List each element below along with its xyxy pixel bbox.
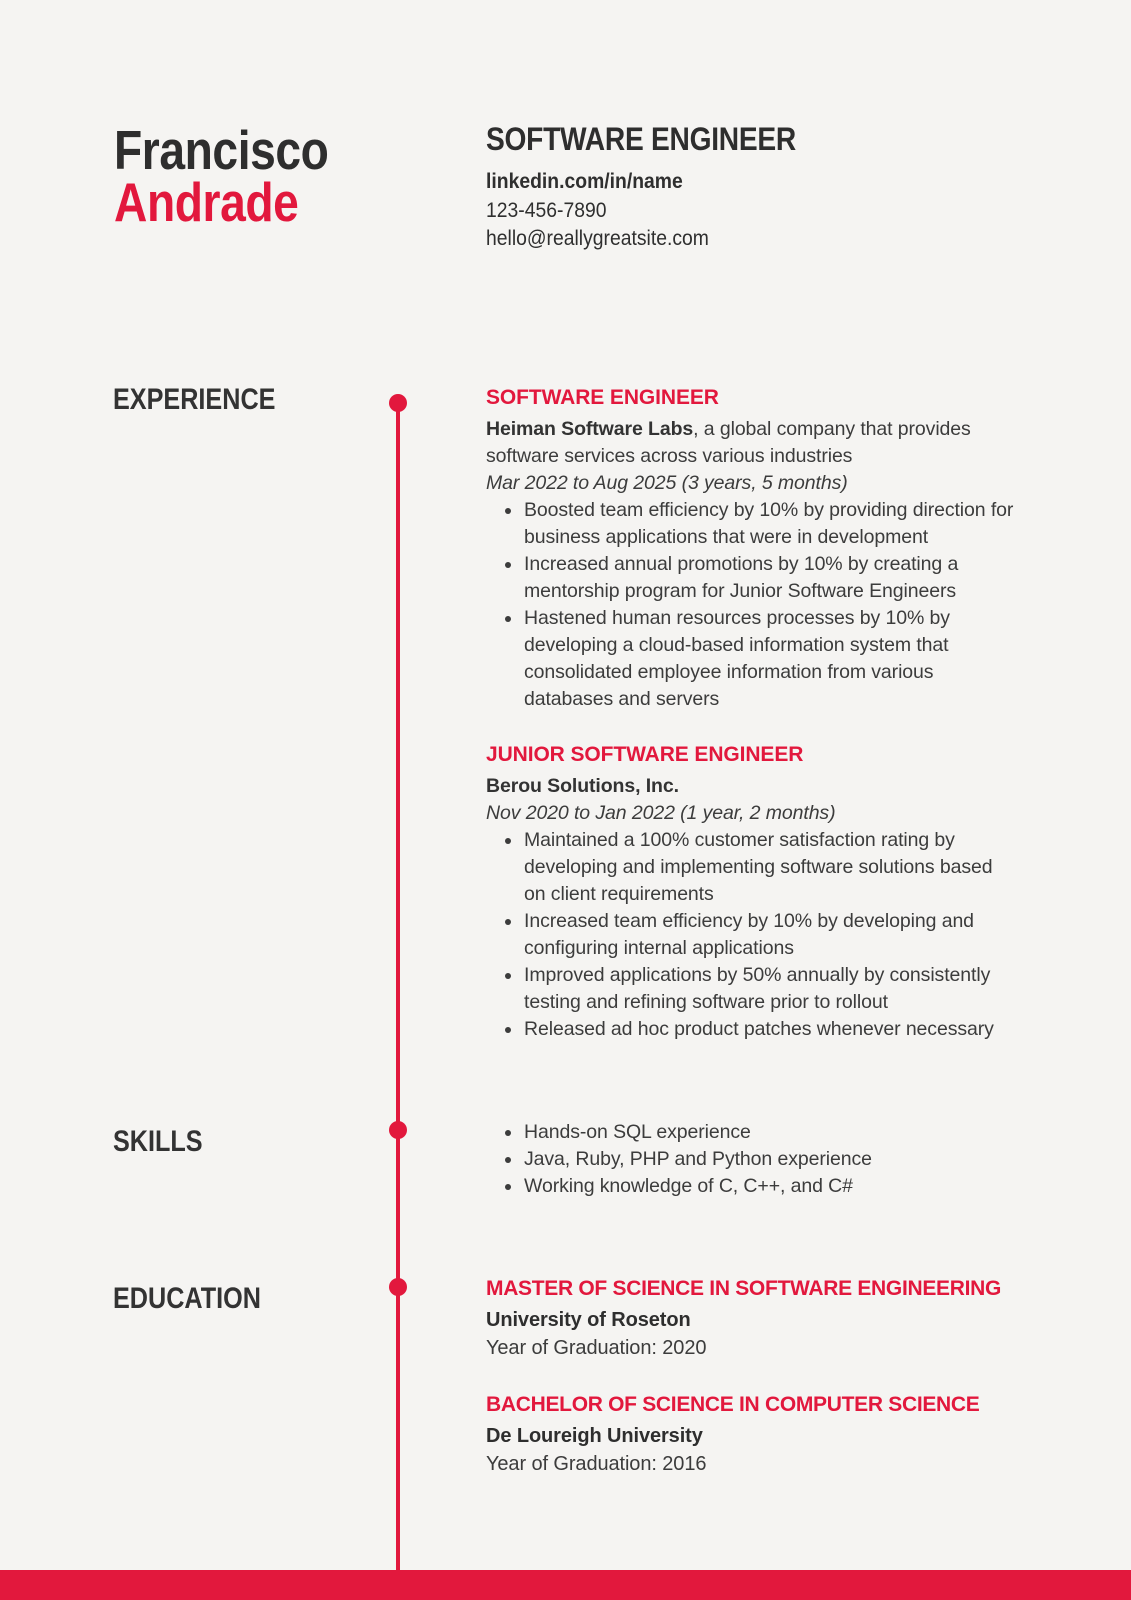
email-address: hello@reallygreatsite.com	[486, 226, 709, 250]
job-bullet: • Hastened human resources processes by 10% by developing a cloud-based information system that consolidated employee information from various databases and servers	[523, 605, 1014, 713]
skills-bullet-list	[486, 1119, 1014, 1200]
section-label-experience: EXPERIENCE	[113, 383, 276, 416]
degree-year: Year of Graduation: 2016	[486, 1453, 707, 1475]
timeline-dot-education	[389, 1278, 407, 1296]
section-label-education: EDUCATION	[113, 1282, 261, 1315]
degree-title: MASTER OF SCIENCE IN SOFTWARE ENGINEERING	[486, 1277, 1002, 1300]
degree-entry	[486, 1275, 1014, 1362]
job-company-line	[486, 416, 1014, 470]
job-title: JUNIOR SOFTWARE ENGINEER	[486, 743, 804, 766]
experience-section	[486, 384, 1014, 1043]
timeline-dot-experience	[389, 394, 407, 412]
linkedin-url: linkedin.com/in/name	[486, 169, 683, 193]
candidate-last-name: Andrade	[114, 171, 299, 233]
degree-school: University of Roseton	[486, 1309, 691, 1331]
skill-bullet: • Working knowledge of C, C++, and C#	[523, 1173, 1014, 1200]
degree-school: De Loureigh University	[486, 1425, 703, 1447]
job-entry	[486, 384, 1014, 713]
job-bullet: • Boosted team efficiency by 10% by providing direction for business applications that were in development	[523, 497, 1014, 551]
job-title-heading: SOFTWARE ENGINEER	[486, 121, 796, 157]
skills-section	[486, 1119, 1014, 1200]
job-dates: Mar 2022 to Aug 2025 (3 years, 5 months)	[486, 472, 848, 494]
job-bullet: • Increased annual promotions by 10% by creating a mentorship program for Junior Software Engineers	[523, 551, 1014, 605]
company-name: Berou Solutions, Inc.	[486, 775, 679, 797]
timeline-line	[396, 403, 400, 1570]
phone-number: 123-456-7890	[486, 197, 607, 222]
job-bullet-list	[486, 827, 1014, 1043]
job-bullet: • Released ad hoc product patches whenever necessary	[523, 1016, 1014, 1043]
candidate-first-name: Francisco	[114, 119, 329, 181]
job-entry	[486, 741, 1014, 1043]
degree-year: Year of Graduation: 2020	[486, 1337, 707, 1359]
section-label-skills: SKILLS	[113, 1125, 203, 1158]
job-dates: Nov 2020 to Jan 2022 (1 year, 2 months)	[486, 802, 836, 824]
company-description: , a global company that provides software services across various industries	[486, 418, 971, 467]
footer-accent-bar	[0, 1570, 1131, 1600]
degree-entry	[486, 1391, 1014, 1478]
job-bullet: • Improved applications by 50% annually by consistently testing and refining software prior to rollout	[523, 962, 1014, 1016]
timeline-dot-skills	[389, 1121, 407, 1139]
job-bullet: • Increased team efficiency by 10% by developing and configuring internal applications	[523, 908, 1014, 962]
skill-bullet: • Java, Ruby, PHP and Python experience	[523, 1146, 1014, 1173]
job-company-line	[486, 773, 1014, 800]
candidate-name	[114, 119, 369, 233]
company-name: Heiman Software Labs	[486, 418, 694, 440]
job-bullet-list	[486, 497, 1014, 713]
education-section	[486, 1275, 1014, 1478]
header-contact-block	[486, 121, 838, 253]
skill-bullet: • Hands-on SQL experience	[523, 1119, 1014, 1146]
degree-title: BACHELOR OF SCIENCE IN COMPUTER SCIENCE	[486, 1393, 980, 1416]
job-bullet: • Maintained a 100% customer satisfaction rating by developing and implementing software solutions based on client requirements	[523, 827, 1014, 908]
job-title: SOFTWARE ENGINEER	[486, 386, 719, 409]
contact-info	[486, 167, 838, 253]
